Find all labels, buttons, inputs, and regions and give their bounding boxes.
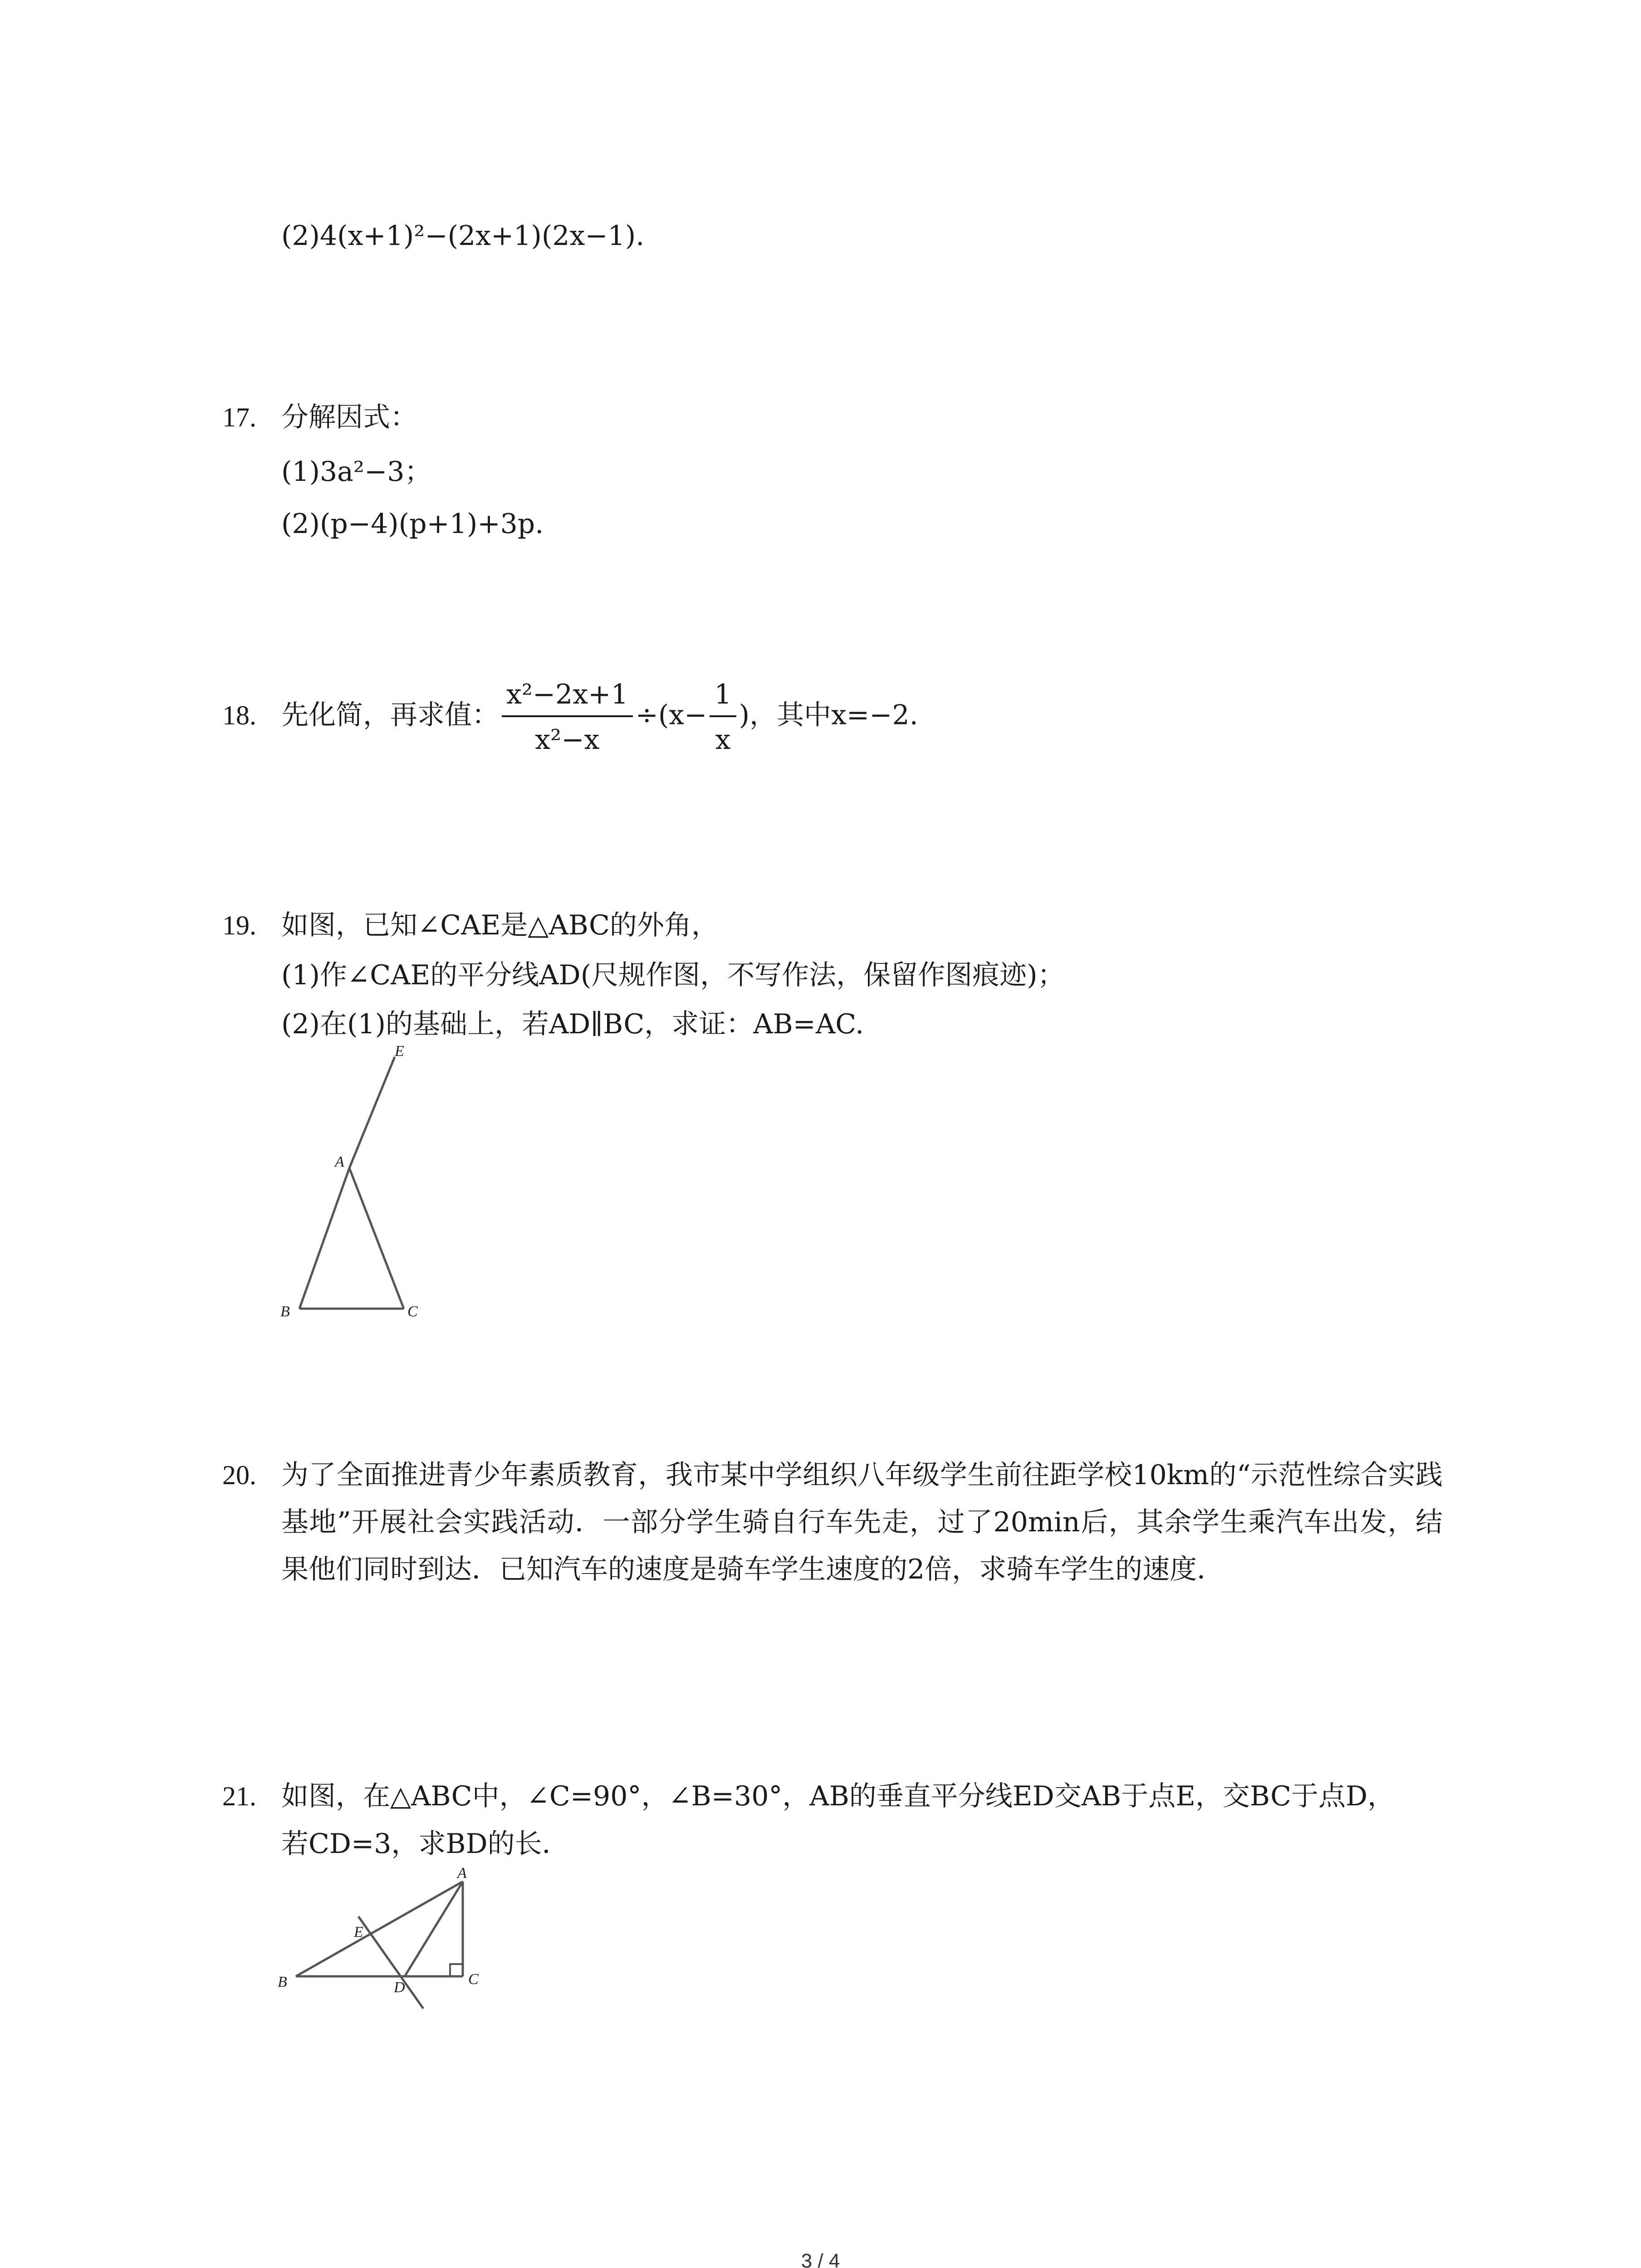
label-A: A [457,1865,467,1882]
q18-line [222,678,918,756]
q17-number: 17. [222,402,256,432]
q18-frac2-denominator: x [715,724,731,756]
q21-number: 21. [222,1781,256,1811]
q17-part1: (1)3a²−3； [281,456,432,488]
label-A: A [335,1154,344,1170]
line-AE [349,1057,395,1168]
label-E: E [354,1924,363,1941]
q17-stem: 分解因式： [281,401,417,433]
q18-fraction-small [710,678,736,756]
q18-lead: 先化简，再求值： [281,699,499,731]
q18-frac2-numerator: 1 [710,678,736,717]
label-C: C [407,1303,418,1320]
q19-stem-line [222,909,719,941]
label-B: B [280,1303,290,1320]
page-number: 3 / 4 [801,2250,840,2268]
q18-frac1-denominator: x²−x [535,724,600,756]
q20-number: 20. [222,1460,256,1490]
q19-part1: (1)作∠CAE的平分线AD(尺规作图，不写作法，保留作图痕迹)； [281,959,1065,991]
side-AB [299,1168,349,1309]
q18-fraction-main [502,678,633,756]
q19-triangle-figure [263,1039,481,1338]
q20-text: 为了全面推进青少年素质教育，我市某中学组织八年级学生前往距学校10km的“示范性综合实践基地”开展社会实践活动．一部分学生骑自行车先走，过了20min后，其余学生乘汽车出发，结果他们同时到达．已知汽车的速度是骑车学生速度的2倍，求骑车学生的速度． [281,1459,1443,1585]
q17-part2: (2)(p−4)(p+1)+3p. [281,508,544,540]
side-AB [296,1882,463,1976]
segment-AD [405,1882,463,1976]
q19-stem: 如图，已知∠CAE是△ABC的外角， [281,909,719,941]
q17-stem-line [222,401,417,433]
q19-part2: (2)在(1)的基础上，若AD∥BC，求证：AB=AC. [281,1008,864,1040]
side-AC [349,1168,404,1309]
q20-paragraph [222,1452,1443,1593]
q18-number: 18. [222,700,256,730]
label-B: B [278,1974,287,1990]
label-D: D [394,1979,405,1996]
q21-text-line1: 如图，在△ABC中，∠C=90°，∠B=30°，AB的垂直平分线ED交AB于点E，交BC于点D， [281,1780,1395,1812]
label-C: C [468,1971,479,1988]
q21-line1 [222,1780,1395,1812]
q18-operator: ÷(x− [635,699,707,731]
q18-tail: )，其中x=−2. [739,699,918,731]
label-E: E [395,1043,404,1060]
q18-frac1-numerator: x²−2x+1 [502,678,633,717]
q21-line2: 若CD=3，求BD的长． [281,1828,569,1860]
q16-part2: (2)4(x+1)²−(2x+1)(2x−1). [281,220,645,252]
right-angle-mark [450,1964,463,1976]
q19-number: 19. [222,910,256,940]
q21-right-triangle-figure [263,1851,517,2014]
